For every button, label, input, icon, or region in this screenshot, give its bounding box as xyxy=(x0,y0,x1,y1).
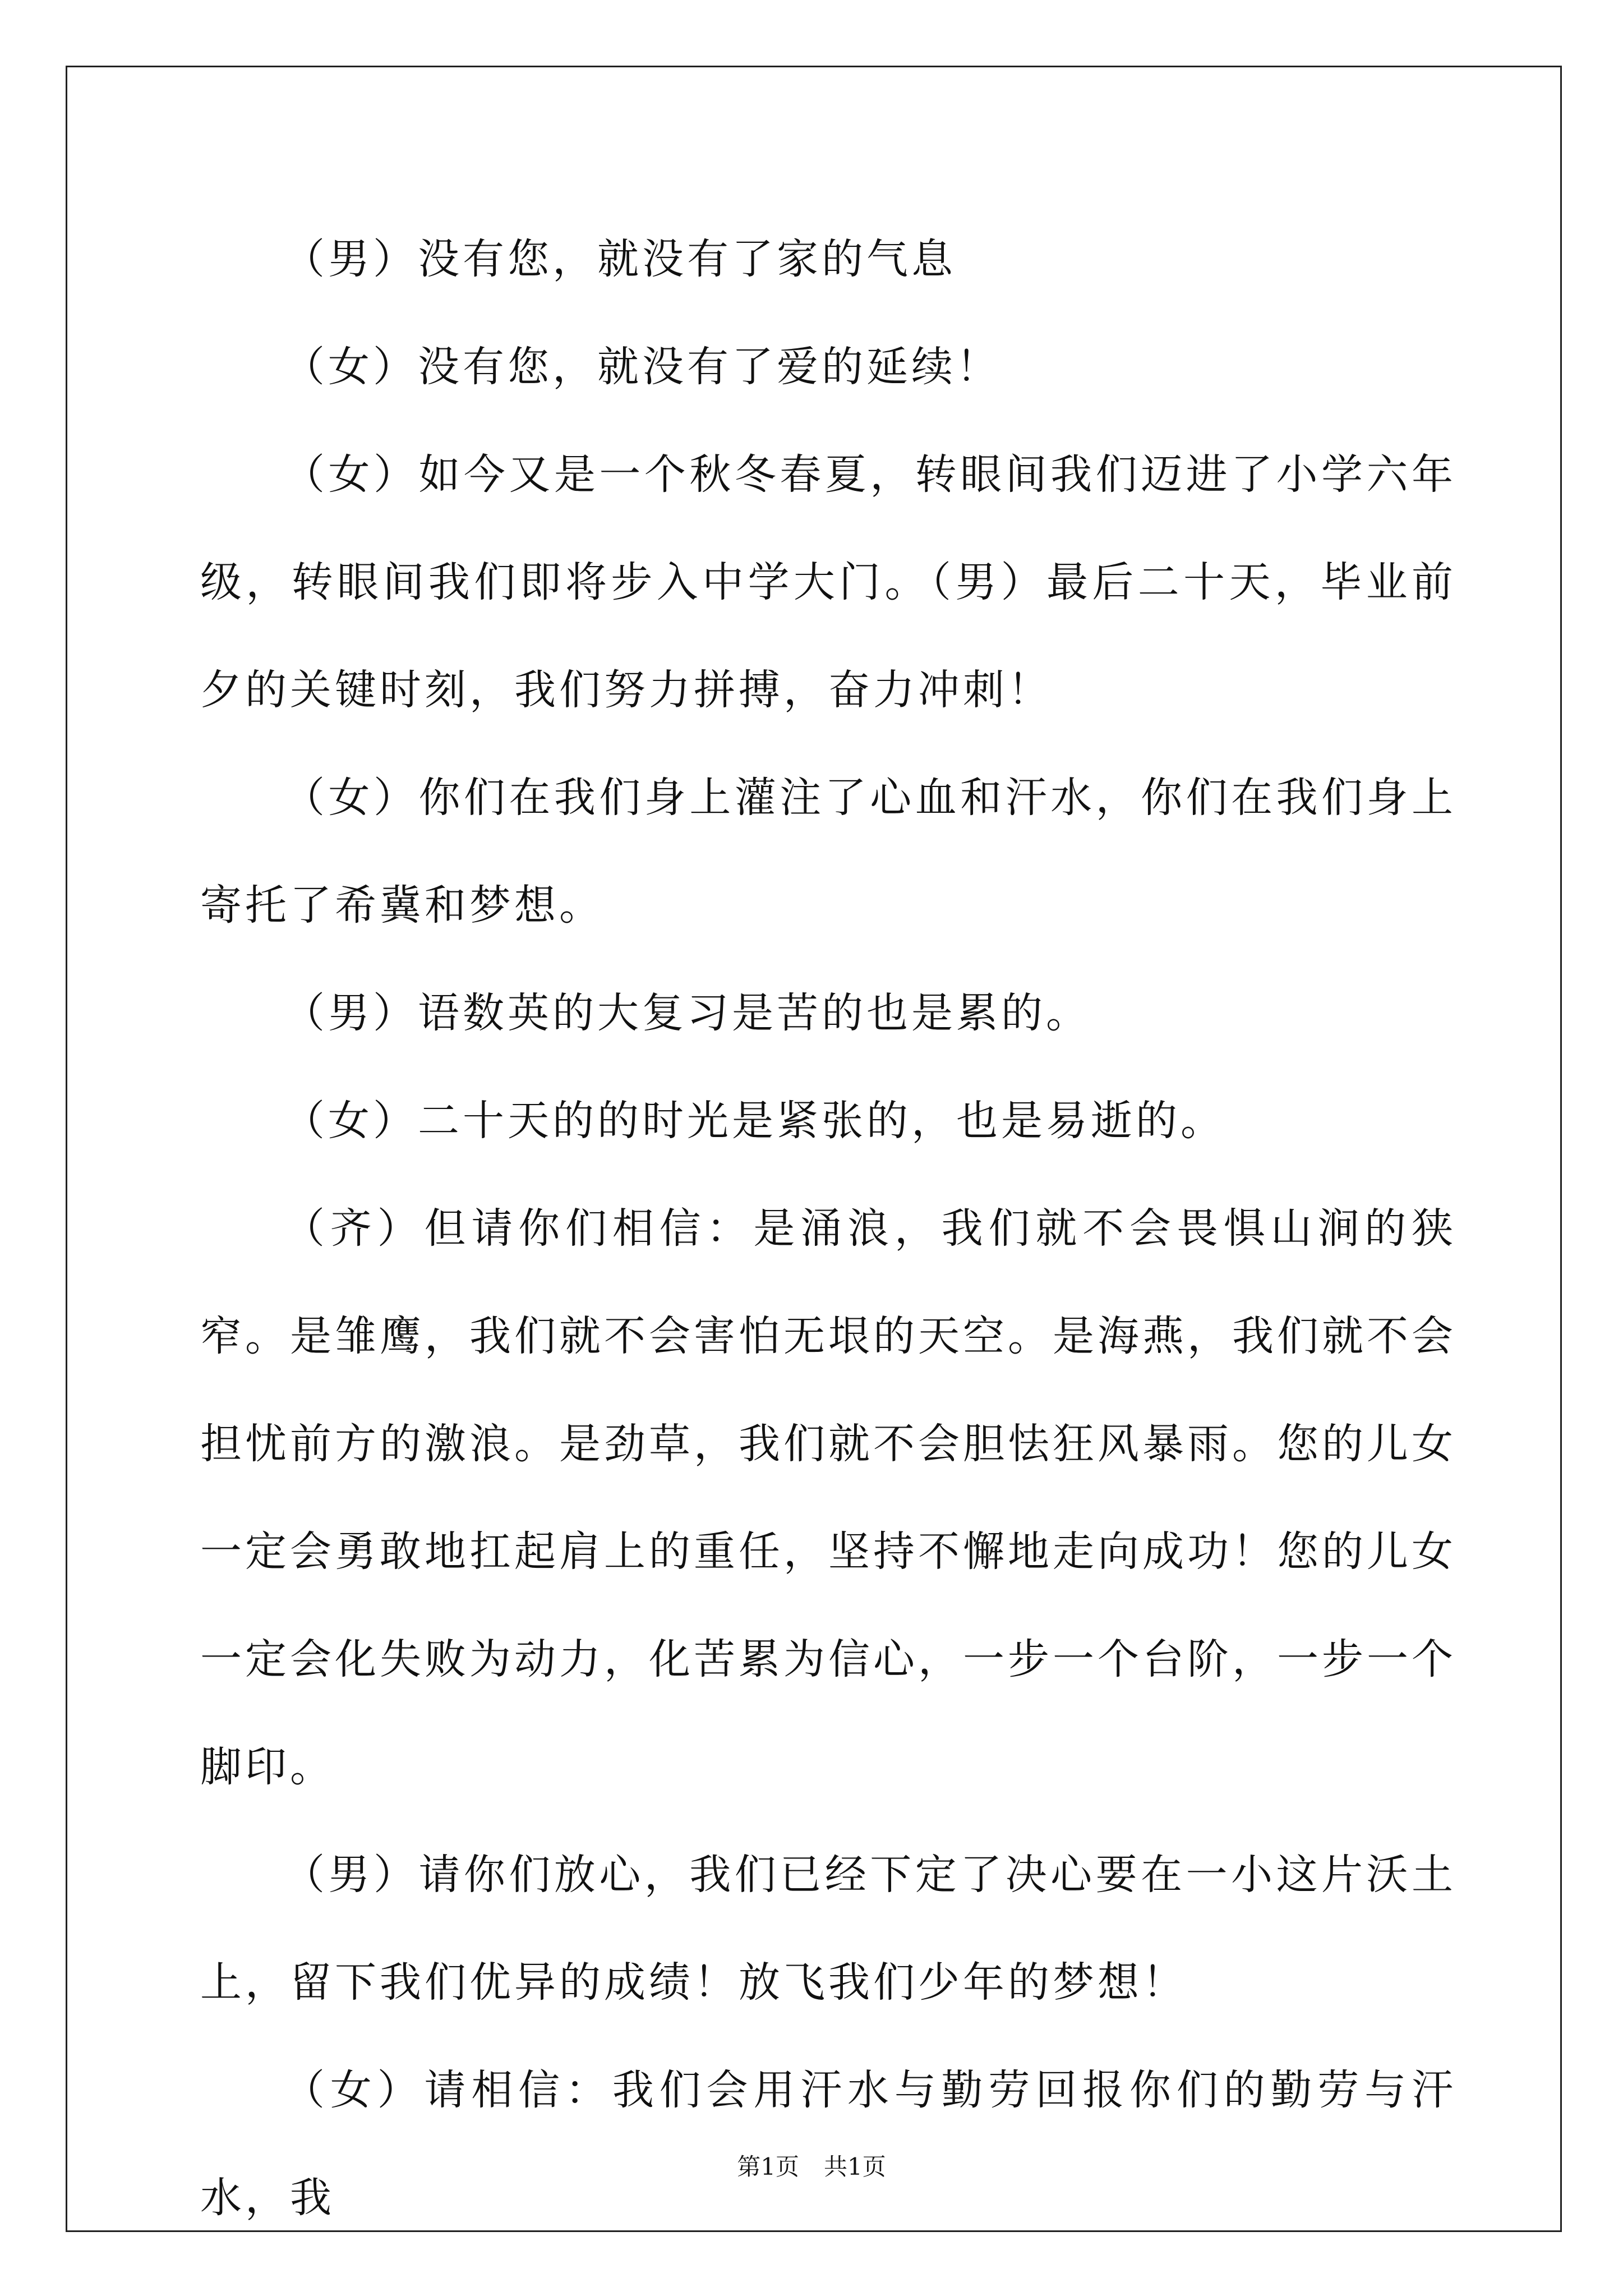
paragraph: （女）如今又是一个秋冬春夏，转眼间我们迈进了小学六年级，转眼间我们即将步入中学大门。（男）最后二十天，毕业前夕的关键时刻，我们努力拼搏，奋力冲刺！ xyxy=(200,450,1456,714)
paragraph: （齐）但请你们相信：是涌浪，我们就不会畏惧山涧的狭窄。是雏鹰，我们就不会害怕无垠的天空。是海燕，我们就不会担忧前方的激浪。是劲草，我们就不会胆怯狂风暴雨。您的儿女一定会勇敢地扛起肩上的重任，坚持不懈地走向成功！您的儿女一定会化失败为动力，化苦累为信心，一步一个台阶，一步一个脚印。 xyxy=(200,1204,1456,1791)
paragraph: （男）没有您，就没有了家的气息 xyxy=(283,235,956,283)
paragraph: （女）没有您，就没有了爱的延续！ xyxy=(283,343,1001,391)
paragraph: （男）请你们放心，我们已经下定了决心要在一小这片沃土上，留下我们优异的成绩！放飞我们少年的梦想！ xyxy=(200,1851,1456,2007)
paragraph: （女）请相信：我们会用汗水与勤劳回报你们的勤劳与汗水，我 xyxy=(200,2066,1456,2222)
paragraph: （女）二十天的的时光是紧张的，也是易逝的。 xyxy=(283,1097,1225,1145)
paragraph: （男）语数英的大复习是苦的也是累的。 xyxy=(283,989,1091,1037)
page-footer xyxy=(0,2148,1623,2182)
document-body xyxy=(200,205,1456,2252)
page-count: 共1页 xyxy=(824,2153,886,2180)
paragraph: （女）你们在我们身上灌注了心血和汗水，你们在我们身上寄托了希冀和梦想。 xyxy=(200,774,1456,930)
page-number: 第1页 xyxy=(737,2153,799,2180)
